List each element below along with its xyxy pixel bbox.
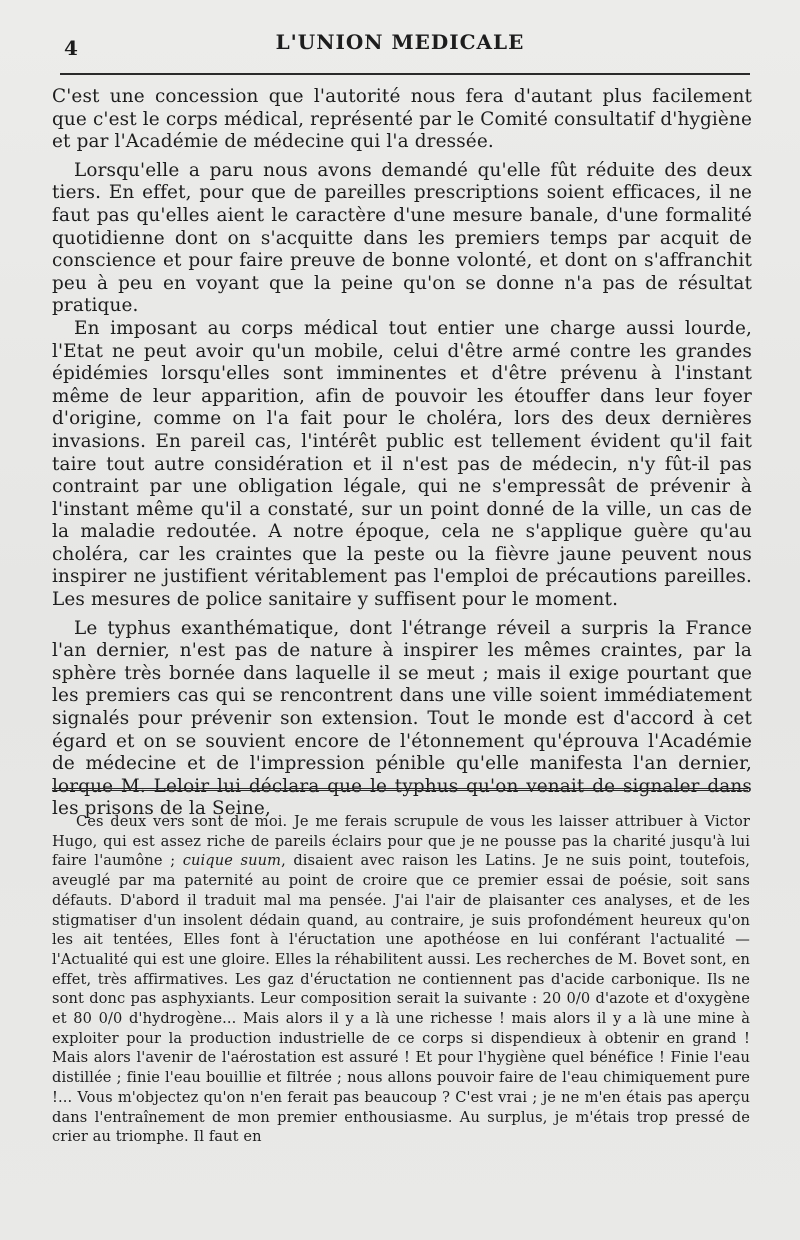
- paragraph: Lorsqu'elle a paru nous avons demandé qu'elle fût réduite des deux tiers. En effet, pour que de pareilles prescriptions soient efficaces, il ne faut pas qu'elles aient le caractère d'une mesure banale, d'une formalité quotidienne dont on s'acquitte dans les premiers temps par acquit de conscience et pour faire preuve de bonne volonté, et dont on s'affranchit peu à peu en voyant que la peine qu'on se donne n'a pas de résultat pratique.: [52, 159, 752, 317]
- footnote-separator: [52, 788, 748, 794]
- page-number: 4: [64, 36, 78, 60]
- paragraph: Le typhus exanthématique, dont l'étrange réveil a surpris la France l'an dernier, n'est pas de nature à inspirer les mêmes craintes, par la sphère très bornée dans laquelle il se meut ; mais il exige pourtant que les premiers cas qui se rencontrent dans une ville soient immédiatement signalés pour prévenir son extension. Tout le monde est d'accord à cet égard et on se souvient encore de l'étonnement qu'éprouva l'Académie de médecine et de l'impression pénible qu'elle manifesta l'an dernier, lorque M. Leloir lui déclara que le typhus qu'on venait de signaler dans les prisons de la Seine,: [52, 617, 752, 820]
- header-rule: [60, 73, 750, 75]
- page-header: [50, 22, 750, 62]
- paragraph: En imposant au corps médical tout entier une charge aussi lourde, l'Etat ne peut avoir qu'un mobile, celui d'être armé contre les grandes épidémies lorsqu'elles sont imminentes et d'être prévenu à l'instant même de leur apparition, afin de pouvoir les étouffer dans leur foyer d'origine, comme on l'a fait pour le choléra, lors des deux dernières invasions. En pareil cas, l'intérêt public est tellement évident qu'il fait taire tout autre considération et il n'est pas de médecin, n'y fût-il pas contraint par une obligation légale, qui ne s'empressât de prévenir à l'instant même qu'il a constaté, sur un point donné de la ville, un cas de la maladie redoutée. A notre époque, cela ne s'applique guère qu'au choléra, car les craintes que la peste ou la fièvre jaune peuvent nous inspirer ne justifient véritablement pas l'emploi de précautions pareilles. Les mesures de police sanitaire y suffisent pour le moment.: [52, 317, 752, 611]
- footnote-paragraph: [52, 812, 750, 1147]
- body-text: [52, 86, 752, 821]
- paragraph: C'est une concession que l'autorité nous fera d'autant plus facilement que c'est le corps médical, représenté par le Comité consultatif d'hygiène et par l'Académie de médecine qui l'a dressée.: [52, 86, 752, 153]
- footnote-text: , disaient avec raison les Latins. Je ne suis point, toutefois, aveuglé par ma paternité au point de croire que ce premier essai de poésie, soit sans défauts. D'abord il traduit mal ma pensée. J'ai l'air de plaisanter ces analyses, et de les stigmatiser d'un insolent dédain quand, au contraire, je suis profondément heureux qu'on les ait tentées, Elles font à l'éructation une apothéose en lui conférant l'actualité — l'Actualité qui est une gloire. Elles la réhabilitent aussi. Les recherches de M. Bovet sont, en effet, très affirmatives. Les gaz d'éructation ne contiennent pas d'acide carbonique. Ils ne sont donc pas asphyxiants. Leur composition serait la suivante : 20 0/0 d'azote et d'oxygène et 80 0/0 d'hydrogène... Mais alors il y a là une richesse ! mais alors il y a là une mine à exploiter pour la production industrielle de ce corps si dispendieux à obtenir en grand ! Mais alors l'avenir de l'aérostation est assuré ! Et pour l'hygiène quel bénéfice ! Finie l'eau distillée ; finie l'eau bouillie et filtrée ; nous allons pouvoir faire de l'eau chimiquement pure !... Vous m'objectez qu'on n'en ferait pas beaucoup ? C'est vrai ; je ne m'en étais pas aperçu dans l'entraînement de mon premier enthousiasme. Au surplus, je m'étais trop pressé de crier au triomphe. Il faut en: [52, 852, 750, 1146]
- running-title: L'UNION MEDICALE: [275, 30, 525, 54]
- footnote-text: Ces deux vers sont de moi. Je me ferais scrupule de vous les laisser attribuer à Victor Hugo, qui est assez riche de pareils éclairs pour que je ne pousse pas la charité jusqu'à lui faire l'aumône ;: [52, 813, 750, 870]
- footnote: [52, 812, 750, 1147]
- footnote-italic-phrase: cuique suum: [182, 852, 282, 870]
